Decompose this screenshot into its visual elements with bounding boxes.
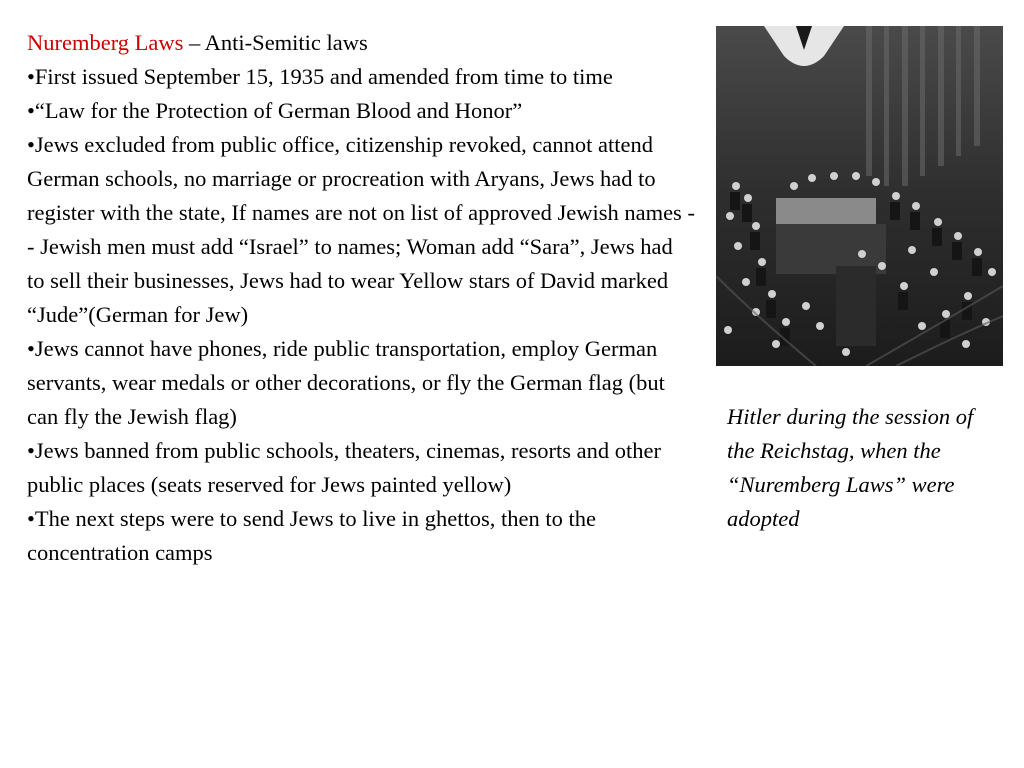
slide-body bbox=[27, 26, 695, 570]
photo-caption: Hitler during the session of the Reichstag, when the “Nuremberg Laws” were adopted bbox=[727, 404, 974, 531]
bullet-first-issued: •First issued September 15, 1935 and amended from time to time bbox=[27, 64, 613, 89]
bullet-jews-cannot: •Jews cannot have phones, ride public transportation, employ German servants, wear medals or other decorations, or fly the German flag (but can fly the Jewish flag) bbox=[27, 336, 665, 429]
reichstag-photo-illustration bbox=[716, 26, 1003, 366]
bullet-law-protection: •“Law for the Protection of German Blood and Honor” bbox=[27, 98, 523, 123]
title-suffix: – Anti-Semitic laws bbox=[183, 30, 368, 55]
bullet-jews-excluded: •Jews excluded from public office, citizenship revoked, cannot attend German schools, no marriage or procreation with Aryans, Jews had to register with the state, If names are not on list of approved Jewish names -- Jewish men must add “Israel” to names; Woman add “Sara”, Jews had to sell their businesses, Jews had to wear Yellow stars of David marked “Jude”(German for Jew) bbox=[27, 132, 695, 327]
bullet-next-steps: •The next steps were to send Jews to live in ghettos, then to the concentration camps bbox=[27, 506, 597, 565]
slide-title bbox=[27, 26, 695, 60]
bullet-jews-banned: •Jews banned from public schools, theaters, cinemas, resorts and other public places (seats reserved for Jews painted yellow) bbox=[27, 438, 661, 497]
reichstag-photo bbox=[716, 26, 1003, 366]
title-highlight: Nuremberg Laws bbox=[27, 30, 184, 55]
